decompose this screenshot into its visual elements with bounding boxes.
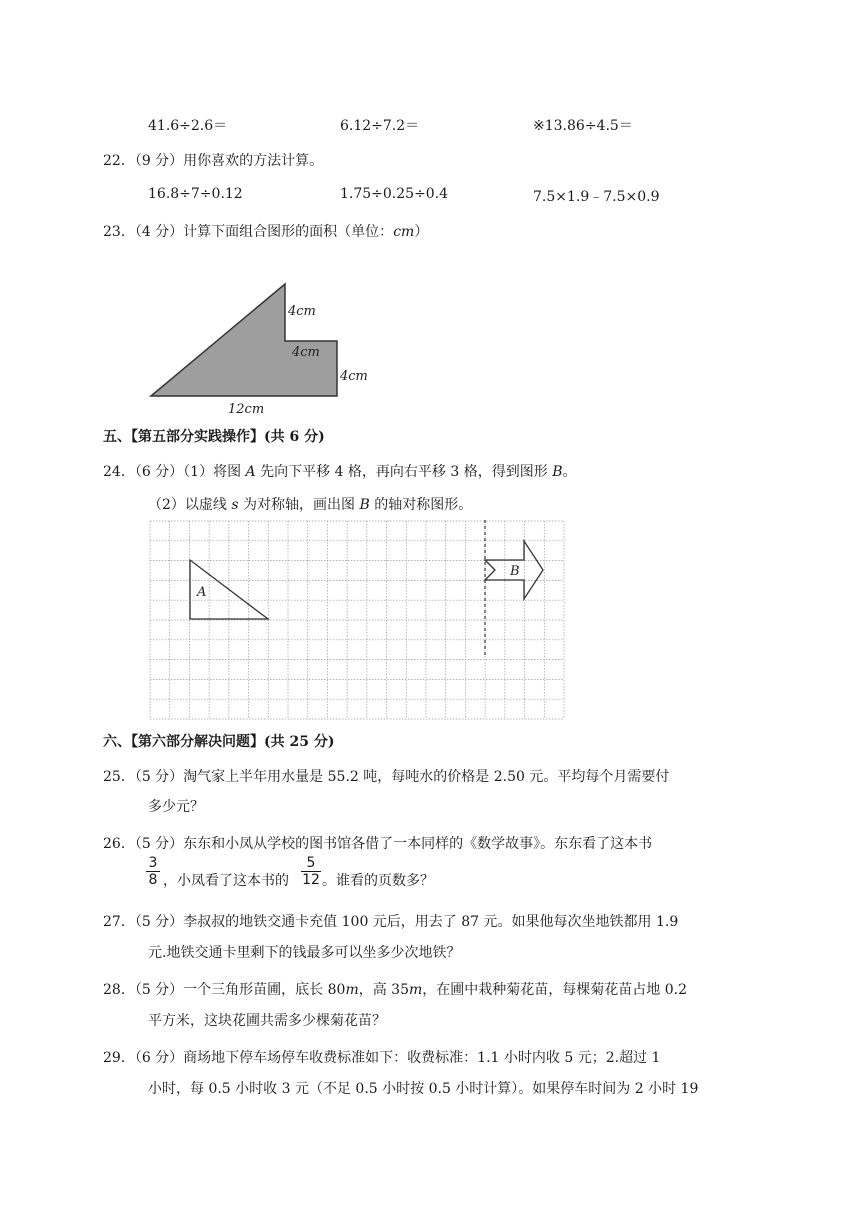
denominator: 8 xyxy=(148,872,158,888)
question-25-line-2: 多少元？ xyxy=(148,799,204,815)
composite-shape-figure xyxy=(145,278,373,418)
question-25-line-1 xyxy=(103,766,669,786)
composite-shape xyxy=(151,284,337,396)
question-number: 22． xyxy=(103,153,135,169)
text: 的轴对称图形。 xyxy=(369,497,473,513)
question-28-line-2: 平方米，这块花圃共需多少棵菊花苗？ xyxy=(148,1013,386,1029)
numerator: 5 xyxy=(306,855,316,871)
question-number: 26． xyxy=(103,836,135,852)
grid-lines xyxy=(150,521,564,719)
translation-grid xyxy=(149,520,565,720)
question-number: 25． xyxy=(103,769,135,785)
text: （5 分）李叔叔的地铁交通卡充值 100 元后，用去了 87 元。如果他每次坐地铁都用 1.9 xyxy=(134,914,679,930)
fraction-5-12 xyxy=(301,856,321,887)
figure-a-ref: A xyxy=(245,464,256,480)
text: 。 xyxy=(562,464,577,480)
numerator: 3 xyxy=(148,855,158,871)
text: 先向下平移 4 格，再向右平移 3 格，得到图形 xyxy=(255,464,553,480)
text: 为对称轴，画出图 xyxy=(238,497,360,513)
question-number: 27． xyxy=(103,914,135,930)
question-26-mid-text: ，小凤看了这本书的 xyxy=(163,873,289,889)
axis-s-ref: s xyxy=(231,497,239,513)
text: （5 分）一个三角形苗圃，底长 80 xyxy=(134,982,346,998)
question-24-line-2 xyxy=(148,494,472,514)
question-number: 29． xyxy=(103,1050,135,1066)
exercise-41-6-div-2-6: 41.6÷2.6＝ xyxy=(148,118,228,134)
question-27-line-1 xyxy=(103,911,678,931)
figure-b-ref: B xyxy=(359,497,370,513)
text: （5 分）东东和小凤从学校的图书馆各借了一本同样的《数学故事》。东东看了这本书 xyxy=(134,836,653,852)
text: （6 分）（1）将图 xyxy=(134,464,246,480)
figure-b-ref: B xyxy=(552,464,563,480)
question-29-line-2: 小时，每 0.5 小时收 3 元（不足 0.5 小时按 0.5 小时计算）。如果停车时间为 2 小时 19 xyxy=(148,1081,699,1097)
text: ，在圃中栽种菊花苗，每棵菊花苗占地 0.2 xyxy=(422,982,687,998)
question-26-end-text: 。谁看的页数多？ xyxy=(322,873,434,889)
label-right-4cm: 4cm xyxy=(340,369,368,384)
label-a: A xyxy=(197,585,207,600)
question-27-line-2: 元.地铁交通卡里剩下的钱最多可以坐多少次地铁？ xyxy=(148,945,461,961)
text: （2）以虚线 xyxy=(148,497,232,513)
exercise-7-5-times-1-9-minus: 7.5×1.9﹣7.5×0.9 xyxy=(533,189,660,205)
question-24-line-1 xyxy=(103,461,576,481)
question-number: 23． xyxy=(103,224,135,240)
text: ，高 35 xyxy=(358,982,409,998)
unit-m: m xyxy=(345,982,359,998)
question-number: 24． xyxy=(103,464,135,480)
exercise-6-12-div-7-2: 6.12÷7.2＝ xyxy=(340,118,420,134)
label-step-4cm: 4cm xyxy=(292,345,320,360)
denominator: 12 xyxy=(302,872,320,888)
question-29-line-1 xyxy=(103,1047,660,1067)
question-number: 28． xyxy=(103,982,135,998)
question-26-line-1 xyxy=(103,833,652,853)
exercise-13-86-div-4-5: ※13.86÷4.5＝ xyxy=(533,118,633,134)
exercise-16-8-div-7-div-0-12: 16.8÷7÷0.12 xyxy=(148,186,243,202)
section-5-title: 五、【第五部分实践操作】(共 6 分) xyxy=(103,429,325,445)
question-text: （4 分）计算下面组合图形的面积（单位： xyxy=(134,224,394,240)
section-6-title: 六、【第六部分解决问题】(共 25 分) xyxy=(103,734,335,750)
exercise-1-75-div-0-25-div-0-4: 1.75÷0.25÷0.4 xyxy=(340,186,449,202)
label-top-4cm: 4cm xyxy=(288,304,316,319)
question-23 xyxy=(103,221,428,241)
fraction-3-8 xyxy=(146,856,160,887)
question-text: （9 分）用你喜欢的方法计算。 xyxy=(134,153,324,169)
question-22 xyxy=(103,150,323,170)
text: （6 分）商场地下停车场停车收费标准如下：收费标准：1.1 小时内收 5 元；2.超过 1 xyxy=(134,1050,661,1066)
question-text-close: ） xyxy=(414,224,429,240)
label-bottom-12cm: 12cm xyxy=(228,402,265,417)
unit-m: m xyxy=(409,982,423,998)
text: （5 分）淘气家上半年用水量是 55.2 吨，每吨水的价格是 2.50 元。平均每个月需要付 xyxy=(134,769,670,785)
unit-cm: cm xyxy=(393,224,415,240)
question-28-line-1 xyxy=(103,979,687,999)
label-b: B xyxy=(510,564,520,579)
